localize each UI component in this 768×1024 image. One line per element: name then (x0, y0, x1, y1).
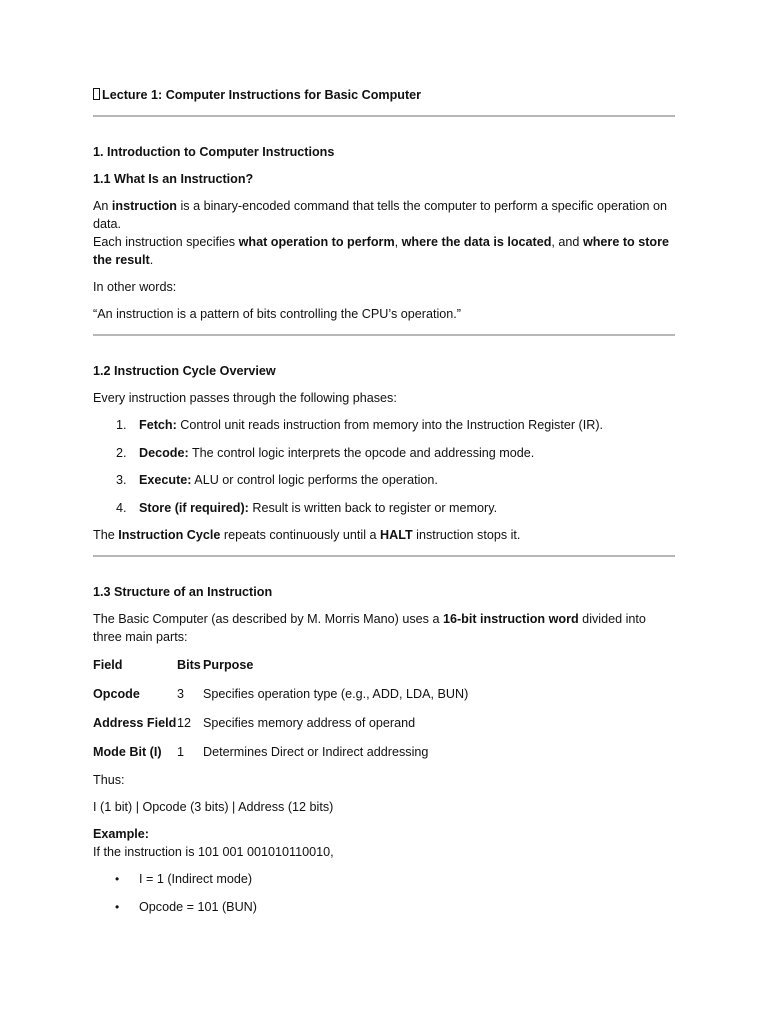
section-heading-1: 1. Introduction to Computer Instructions (93, 145, 335, 159)
paragraph-structure-intro: The Basic Computer (as described by M. Morris Mano) uses a 16-bit instruction word divided into three main parts: (93, 612, 646, 644)
list-item: • I = 1 (Indirect mode) (115, 872, 253, 886)
instruction-format-line: I (1 bit) | Opcode (3 bits) | Address (12 bits) (93, 800, 334, 814)
example-label: Example: (93, 827, 149, 841)
example-bullet-list (93, 870, 675, 916)
bullet-icon: • (115, 899, 120, 914)
paragraph-phases-intro: Every instruction passes through the following phases: (93, 391, 397, 405)
table-cell: Opcode (93, 687, 140, 701)
quote-text: “An instruction is a pattern of bits controlling the CPU’s operation.” (93, 307, 461, 321)
paragraph-thus: Thus: (93, 773, 125, 787)
subsection-heading-1-3: 1.3 Structure of an Instruction (93, 585, 273, 599)
list-item: 4. Store (if required): Result is written back to register or memory. (116, 500, 498, 515)
list-item: • Opcode = 101 (BUN) (115, 899, 257, 914)
subsection-heading-1-2: 1.2 Instruction Cycle Overview (93, 364, 276, 378)
paragraph-instruction-definition: An instruction is a binary-encoded command that tells the computer to perform a specific operation on data. (93, 199, 667, 231)
list-item: 3. Execute: ALU or control logic performs the operation. (116, 473, 438, 487)
list-item: 2. Decode: The control logic interprets the opcode and addressing mode. (116, 445, 535, 460)
table-cell: 12 (177, 716, 192, 730)
table-header-cell: Bits (177, 658, 201, 672)
paragraph-cycle-repeats: The Instruction Cycle repeats continuously until a HALT instruction stops it. (93, 528, 521, 542)
table-cell: 3 (177, 687, 185, 701)
divider (93, 555, 675, 557)
table-row (93, 685, 468, 714)
document-title (93, 86, 675, 104)
instruction-cycle-list (93, 416, 675, 517)
table-cell: Address Field (93, 716, 177, 730)
table-header-cell: Purpose (203, 658, 254, 672)
table-row (93, 714, 468, 743)
divider (93, 334, 675, 336)
divider (93, 115, 675, 117)
table-cell: 1 (177, 745, 185, 759)
paragraph-instruction-specifies: Each instruction specifies what operation to perform, where the data is located, and where to store the result. (93, 235, 670, 267)
table-cell: Determines Direct or Indirect addressing (203, 745, 429, 759)
instruction-fields-table (93, 656, 468, 772)
bullet-icon: • (115, 872, 120, 886)
table-cell: Mode Bit (I) (93, 745, 162, 759)
table-row (93, 743, 468, 772)
document-content (93, 86, 675, 925)
missing-glyph-icon (93, 88, 100, 100)
table-cell: Specifies memory address of operand (203, 716, 416, 730)
paragraph-in-other-words: In other words: (93, 280, 177, 294)
subsection-heading-1-1: 1.1 What Is an Instruction? (93, 172, 254, 186)
example-text: If the instruction is 101 001 001010110010, (93, 845, 334, 859)
list-item: 1. Fetch: Control unit reads instruction from memory into the Instruction Register (IR). (116, 418, 604, 432)
table-header-row (93, 656, 468, 685)
table-header-cell: Field (93, 658, 123, 672)
table-cell: Specifies operation type (e.g., ADD, LDA, BUN) (203, 687, 469, 701)
document-title-text: Lecture 1: Computer Instructions for Basic Computer (102, 88, 422, 102)
